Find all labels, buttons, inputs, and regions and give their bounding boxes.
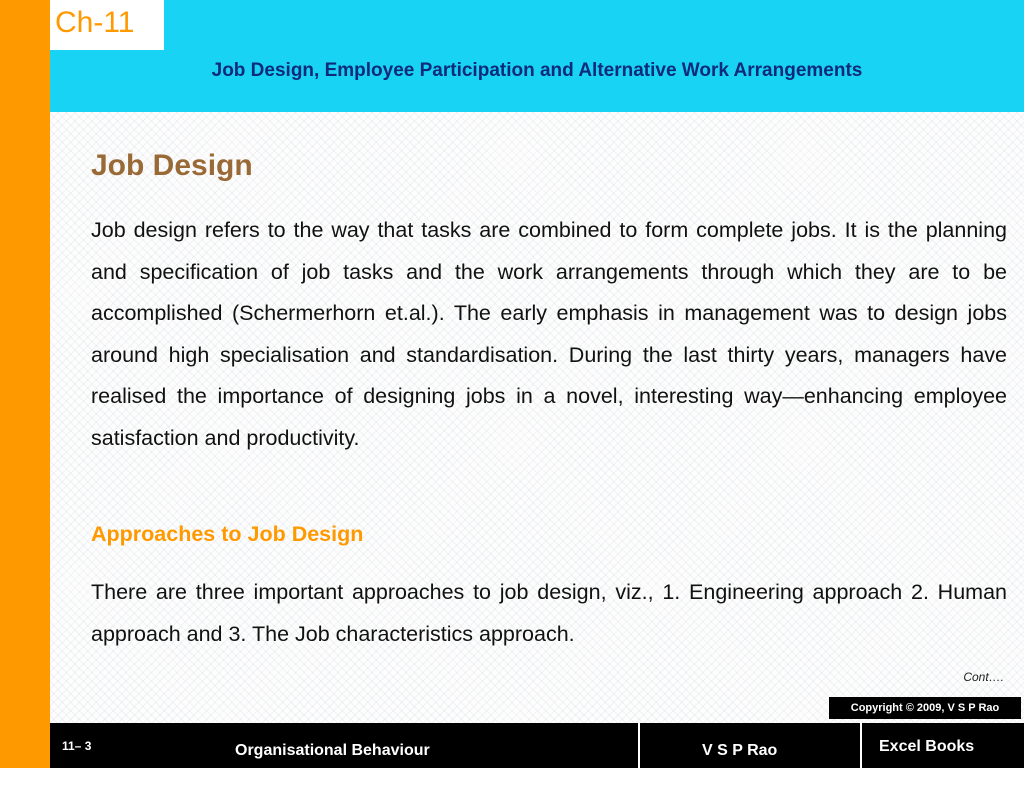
section-heading: Job Design xyxy=(91,149,253,182)
header-band xyxy=(50,0,1024,112)
copyright-notice: Copyright © 2009, V S P Rao xyxy=(829,697,1021,719)
slide-number: 11– 3 xyxy=(62,739,92,753)
footer-publisher: Excel Books xyxy=(879,738,975,755)
left-accent-bar xyxy=(0,0,50,768)
footer-divider xyxy=(638,723,640,768)
chapter-label: Ch-11 xyxy=(55,6,135,39)
body-paragraph-1: Job design refers to the way that tasks are combined to form complete jobs. It is the planning and specification of job tasks and the work arrangements through which they are to be accomplished (Schermerhorn et.al.). The early emphasis in management was to design jobs around high specialisation and standardisation. During the last thirty years, managers have realised the importance of designing jobs in a novel, interesting way—enhancing employee satisfaction and productivity. xyxy=(91,218,1007,450)
footer-divider xyxy=(860,723,862,768)
footer-subject: Organisational Behaviour xyxy=(235,742,430,759)
slide-title: Job Design, Employee Participation and Alternative Work Arrangements xyxy=(211,60,863,81)
body-paragraph-2: There are three important approaches to job design, viz., 1. Engineering approach 2. Human approach and 3. The Job characteristics approach. xyxy=(91,580,1007,646)
footer-bar xyxy=(50,723,1024,768)
section-subheading: Approaches to Job Design xyxy=(91,522,364,546)
continued-label: Cont…. xyxy=(963,670,1004,684)
footer-author: V S P Rao xyxy=(702,742,778,759)
